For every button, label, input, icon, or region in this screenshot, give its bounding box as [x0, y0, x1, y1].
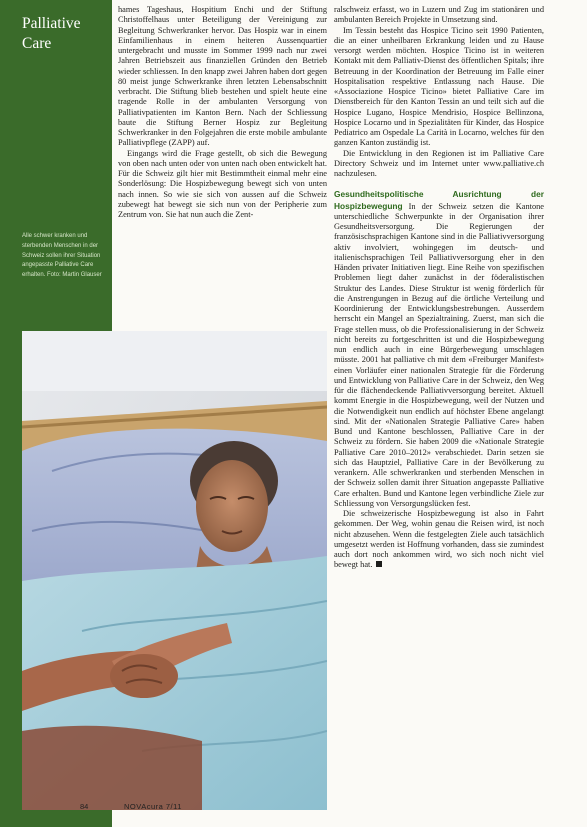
magazine-name: NOVAcura 7/11: [124, 802, 182, 811]
paragraph: Eingangs wird die Frage gestellt, ob sich die Bewegung von oben nach unten oder von unten nach oben entwickelt hat. Für die Schweiz gilt hier mit Bestimmtheit einmal mehr eine Sonderlösung: Die Hospizbewegung bewegt sich von unten nach innen. So wie sie sich von aussen auf die Schweiz zubewegt hat bewegt sie sich nun von der Peripherie zum Zentrum von. Sie hat nun auch die Zent-: [118, 148, 327, 219]
paragraph-text: In der Schweiz setzen die Kantone unterschiedliche Schwerpunkte in der Organisation ihrer Gesundheitsversorgung. Die Regierungen der französischsprachigen Kantone sind in die Palliativversorgung aktiv involviert, wohingegen im deutsch- und italienischsprachigen Teil Palliativversorgung eher in den Händen privater Initiativen liegt. Eine Reihe von spezifischen Problemen liegt daher zunächst in der föderalistischen Struktur des Landes. Diese Struktur ist wenig förderlich für die Anstrengungen in Bezug auf die örtliche Verteilung und Koordinierung der Entwicklungsbestrebungen. Ausserdem herrscht ein Mangel an Spezialtraining. Zuerst, man sich die Frage stellen muss, ob die Professionalisierung in der Schweiz nicht bereits zu fortgeschritten ist und die Hospizbewegung nun endlich auch in eine Bürgerbewegung umschlagen müsste. 2001 hat palliative ch mit dem «Freiburger Manifest» einen Vorläufer einer nationalen Strategie für die Förderung und Entwicklung von Palliative Care in der Schweiz, den Weg für die flächendeckende Palliativversorgung bereitet. Aktuell kommt Energie in die Hospizbewegung, weil der Nutzen und die Notwendigkeit nun endlich auf höchster Ebene angelangt sind. Mit der «Nationalen Strategie Palliative Care» haben Bund und Kantone beschlossen, Palliative Care in der Schweiz zu fördern. Sie haben 2009 die «Nationale Strategie Palliative Care 2010–2012» verabschiedet. Darin setzen sie sich das Hauptziel, Palliative Care in der Bevölkerung zu verankern. Alle schwerkranken und sterbenden Menschen in der Schweiz sollen damit ihrer Situation angepasste Palliative Care erhalten. Bund und Kantone legen verbindliche Ziele zur Schliessung von Versorgungslücken fest.: [334, 201, 544, 508]
photo-caption: Alle schwer kranken und sterbenden Menschen in der Schweiz sollen ihrer Situation angepasste Palliative Care erhalten. Foto: Martin Glauser: [22, 233, 102, 279]
paragraph-final: Die schweizerische Hospizbewegung ist also in Fahrt gekommen. Der Weg, wohin genau die Reisen wird, ist noch nicht abzusehen. Wenn die festgelegten Ziele auch tatsächlich umgesetzt werden ist Hoffnung vorhanden, dass sie zumindest auch dort noch ankommen wird, wo sich noch nicht viel bewegt hat.: [334, 509, 544, 570]
text-column-left: [118, 5, 327, 328]
paragraph-with-heading: [334, 189, 544, 509]
paragraph: hames Tageshaus, Hospitium Enchi und der Stiftung Christoffelhaus unter Beteiligung der Vereinigung zur Begleitung Schwerkranker hervor. Das Hospiz war in einem Einfamilienhaus in einem heiteren Aussenquartier untergebracht und musste im Sommer 1999 nach nur zwei Jahren Betriebszeit aus finanziellen Gründen den Betrieb wieder schliessen. In den knapp zwei Jahren haben dort gegen 80 meist junge Schwerkranke ihren letzten Lebensabschnitt verbracht. Die Stiftung blieb bestehen und spielt heute eine tragende Rolle in der ambulanten Versorgung von Palliativpatienten im Kanton Bern. Nach der Schliessung baute die Stiftung Berner Hospiz zur Begleitung Schwerkranker in den Folgejahren die erste mobile ambulante Palliativpflege (ZAPP) auf.: [118, 5, 327, 148]
section-heading: Gesundheitspolitische Ausrichtung der Hospizbewegung: [334, 189, 544, 211]
page-number: 84: [80, 802, 89, 811]
photo-patient-in-bed: [22, 331, 327, 810]
paragraph: ralschweiz erfasst, wo in Luzern und Zug im stationären und ambulanten Bereich Projekte in Umsetzung sind.: [334, 5, 544, 25]
page-footer: [80, 802, 340, 824]
paragraph: Im Tessin besteht das Hospice Ticino seit 1990 Patienten, die an einer unheilbaren Erkrankung leiden und zu Hause versorgt werden möchten. Hospice Ticino ist in weiteren Kontakt mit dem Palliativ-Dienst des öffentlichen Spitals; ihre Betreuung in der Koordination der Betreuung im Falle einer Hospitalisation respektive Entlassung nach Hause. Die «Associazione Hospice Ticino» bietet Palliative Care im Dienstbereich für den Kanton Tessin an und teilt sich auf die Hospice Lugano, Hospice Mendrisio, Hospice Bellinzona, Hospice Locarno und in Spezialitäten für Kinder, das Hospice Pediatrico am Ospedale La Carità in Locarno, welches für den ganzen Kanton zuständig ist.: [334, 25, 544, 148]
paragraph: Die Entwicklung in den Regionen ist im Palliative Care Directory Schweiz und im Internet unter www.palliative.ch nachzulesen.: [334, 148, 544, 178]
section-title: Palliative Care: [22, 15, 81, 52]
photo-illustration: [22, 331, 327, 810]
text-column-right: [334, 5, 544, 809]
end-mark-icon: [376, 561, 382, 567]
